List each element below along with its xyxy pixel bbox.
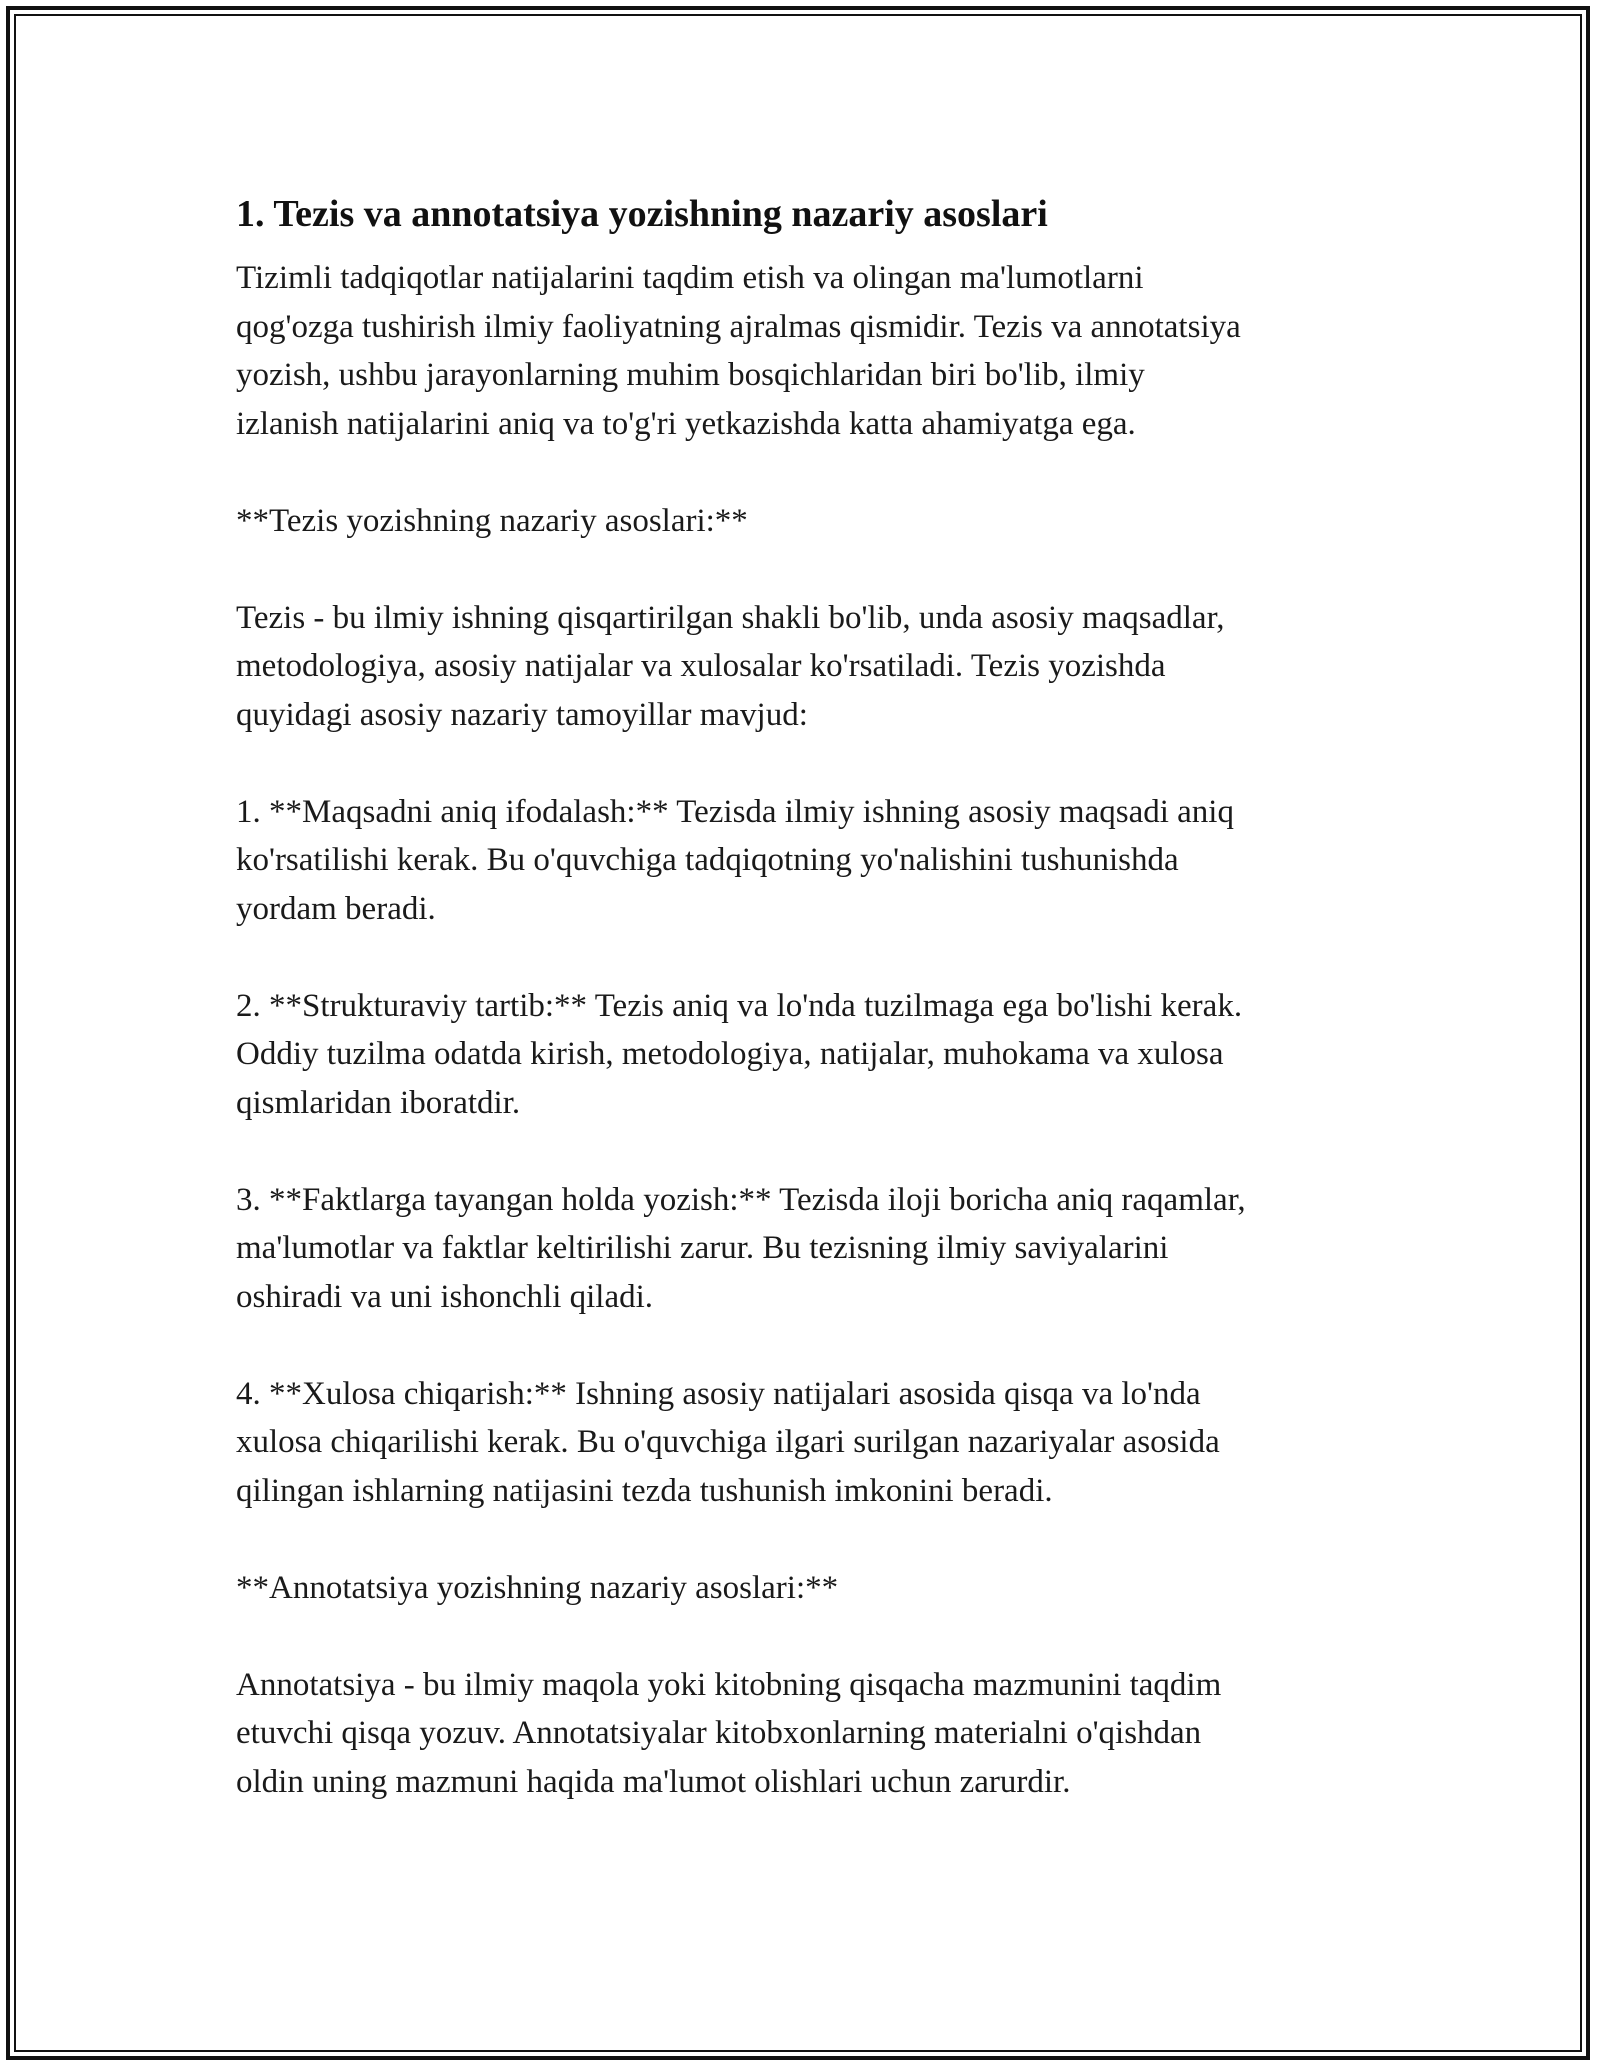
paragraph-tezis-subheading: **Tezis yozishning nazariy asoslari:** (236, 502, 748, 539)
paragraph-principle-4: 4. **Xulosa chiqarish:** Ishning asosiy natijalari asosida qisqa va lo'nda xulosa chiqarilishi kerak. Bu o'quvchiga ilgari surilgan nazariyalar asosida qilingan ishlarning natijasini tezda tushunish imkonini beradi. (236, 1375, 1220, 1509)
paragraph-annotatsiya-subheading: **Annotatsiya yozishning nazariy asoslari:** (236, 1569, 839, 1606)
paragraph-principle-3: 3. **Faktlarga tayangan holda yozish:** Tezisda iloji boricha aniq raqamlar, ma'lumotlar va faktlar keltirilishi zarur. Bu tezisning ilmiy saviyalarini oshiradi va uni ishonchli qiladi. (236, 1181, 1246, 1315)
paragraph-annotatsiya-definition: Annotatsiya - bu ilmiy maqola yoki kitobning qisqacha mazmunini taqdim etuvchi qisqa yozuv. Annotatsiyalar kitobxonlarning materialni o'qishdan oldin uning mazmuni haqida ma'lumot olishlari uchun zarurdir. (236, 1666, 1222, 1800)
paragraph-tezis-definition: Tezis - bu ilmiy ishning qisqartirilgan shakli bo'lib, unda asosiy maqsadlar, metodologiya, asosiy natijalar va xulosalar ko'rsatiladi. Tezis yozishda quyidagi asosiy nazariy tamoyillar mavjud: (236, 599, 1225, 733)
paragraph-intro: Tizimli tadqiqotlar natijalarini taqdim etish va olingan ma'lumotlarni qog'ozga tushirish ilmiy faoliyatning ajralmas qismidir. Tezis va annotatsiya yozish, ushbu jarayonlarning muhim bosqichlaridan biri bo'lib, ilmiy izlanish natijalarini aniq va to'g'ri yetkazishda katta ahamiyatga ega. (236, 260, 1241, 442)
paragraph-principle-2: 2. **Strukturaviy tartib:** Tezis aniq va lo'nda tuzilmaga ega bo'lishi kerak. Oddiy tuzilma odatda kirish, metodologiya, natijalar, muhokama va xulosa qismlaridan iboratdir. (236, 987, 1243, 1121)
document-body (236, 188, 1376, 1855)
section-heading: 1. Tezis va annotatsiya yozishning nazariy asoslari (236, 193, 1048, 235)
paragraph-principle-1: 1. **Maqsadni aniq ifodalash:** Tezisda ilmiy ishning asosiy maqsadi aniq ko'rsatilishi kerak. Bu o'quvchiga tadqiqotning yo'nalishini tushunishda yordam beradi. (236, 793, 1234, 927)
